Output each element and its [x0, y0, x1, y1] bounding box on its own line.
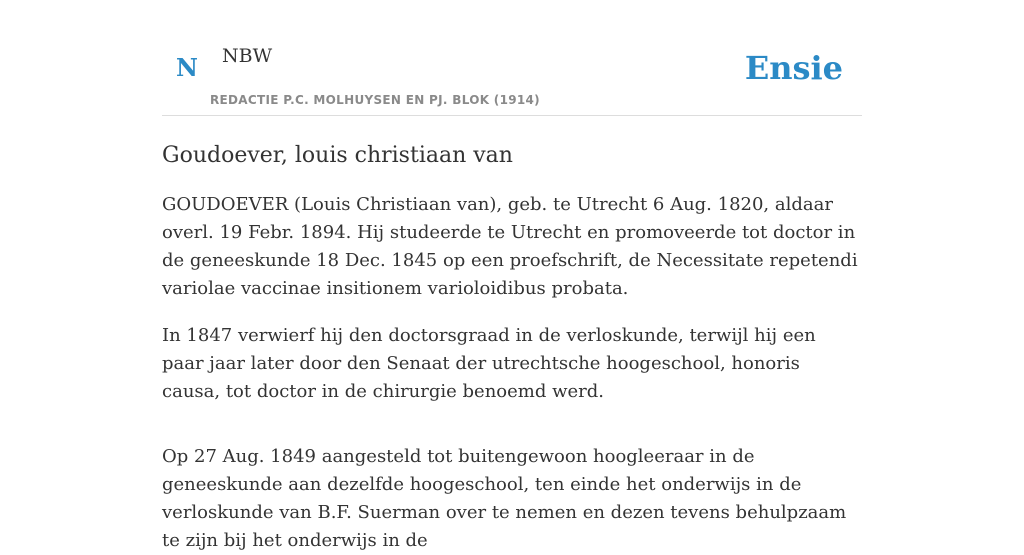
ensie-logo-link[interactable]: Ensie — [744, 49, 843, 87]
source-name[interactable]: NBW — [222, 45, 273, 67]
article-paragraph: GOUDOEVER (Louis Christiaan van), geb. te Utrecht 6 Aug. 1820, aldaar overl. 19 Febr. 1894. Hij studeerde te Utrecht en promoveerde tot doctor in de geneeskunde 18 Dec. 1845 op een proefschrift, de Necessitate repetendi variolae vaccinae insitionem varioloidibus probata. — [162, 194, 858, 300]
article-body — [162, 191, 862, 555]
article-title: Goudoever, louis christiaan van — [162, 143, 513, 168]
article-paragraph: Op 27 Aug. 1849 aangesteld tot buitengewoon hoogleeraar in de geneeskunde aan dezelfde hoogeschool, ten einde het onderwijs in de verloskunde van B.F. Suerman over te nemen en dezen tevens behulpzaam te zijn bij het onderwijs in de — [162, 446, 847, 552]
header — [162, 0, 862, 116]
source-subtitle: REDACTIE P.C. MOLHUYSEN EN PJ. BLOK (1914) — [210, 93, 540, 107]
article-paragraph: In 1847 verwierf hij den doctorsgraad in de verloskunde, terwijl hij een paar jaar later door den Senaat der utrechtsche hoogeschool, honoris causa, tot doctor in de chirurgie benoemd werd. — [162, 325, 816, 403]
page — [162, 0, 862, 555]
source-logo[interactable]: N — [176, 53, 198, 82]
